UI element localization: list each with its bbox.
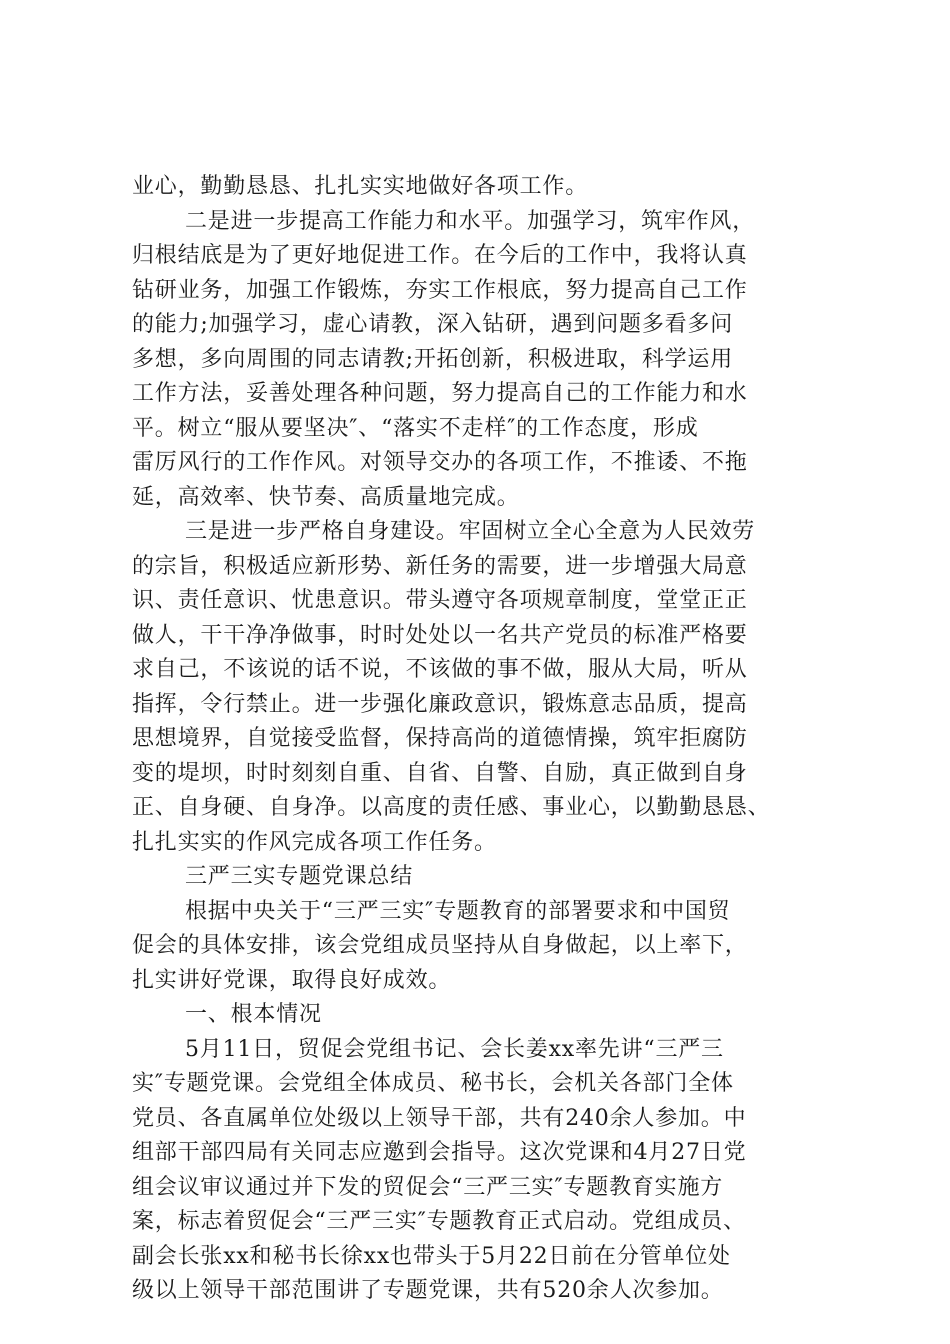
document-body (132, 170, 820, 1309)
text-line: 的宗旨，积极适应新形势、新任务的需要，进一步增强大局意 (132, 553, 748, 579)
text-line: 组部干部四局有关同志应邀到会指导。这次党课和4月27日党 (132, 1140, 747, 1165)
paragraph-start-line: 二是进一步提高工作能力和水平。加强学习，筑牢作风， (185, 208, 756, 234)
text-line: 的能力;加强学习，虚心请教，深入钻研，遇到问题多看多问 (132, 312, 734, 337)
text-line: 扎扎实实的作风完成各项工作任务。 (132, 829, 497, 855)
text-line: 做人，干干净净做事，时时处处以一名共产党员的标准严格要 (132, 622, 748, 648)
text-line: 工作方法，妥善处理各种问题，努力提高自己的工作能力和水 (132, 381, 748, 406)
text-line: 识、责任意识、忧患意识。带头遵守各项规章制度，堂堂正正 (132, 588, 748, 613)
text-line: 案，标志着贸促会“三严三实″专题教育正式启动。党组成员、 (132, 1209, 746, 1234)
text-line: 钻研业务，加强工作锻炼，夯实工作根底，努力提高自己工作 (132, 277, 748, 303)
text-line: 扎实讲好党课，取得良好成效。 (132, 967, 452, 993)
text-line: 延，高效率、快节奏、高质量地完成。 (132, 484, 520, 510)
paragraph-start-line: 根据中央关于“三严三实″专题教育的部署要求和中国贸 (185, 898, 731, 924)
text-line: 平。树立“服从要坚决″、“落实不走样″的工作态度，形成 (132, 415, 699, 441)
text-line: 副会长张xx和秘书长徐xx也带头于5月22日前在分管单位处 (132, 1243, 731, 1269)
text-line: 变的堤坝，时时刻刻自重、自省、自警、自励，真正做到自身 (132, 760, 748, 786)
text-line: 级以上领导干部范围讲了专题党课，共有520余人次参加。 (132, 1278, 724, 1303)
text-line: 业心，勤勤恳恳、扎扎实实地做好各项工作。 (132, 174, 589, 199)
text-line: 多想，多向周围的同志请教;开拓创新，积极进取，科学运用 (132, 346, 734, 372)
text-line: 组会议审议通过并下发的贸促会“三严三实″专题教育实施方 (132, 1174, 724, 1200)
text-line: 雷厉风行的工作作风。对领导交办的各项工作，不推诿、不拖 (132, 450, 748, 475)
paragraph-start-line: 一、根本情况 (185, 1002, 322, 1027)
paragraph-start-line: 三严三实专题党课总结 (185, 864, 414, 889)
paragraph-start-line: 三是进一步严格自身建设。牢固树立全心全意为人民效劳 (185, 519, 756, 544)
text-line: 求自己，不该说的话不说，不该做的事不做，服从大局，听从 (132, 657, 748, 682)
text-line: 思想境界，自觉接受监督，保持高尚的道德情操，筑牢拒腐防 (132, 726, 748, 751)
text-line: 归根结底是为了更好地促进工作。在今后的工作中，我将认真 (132, 243, 748, 268)
text-line: 实″专题党课。会党组全体成员、秘书长，会机关各部门全体 (132, 1071, 734, 1096)
text-line: 指挥，令行禁止。进一步强化廉政意识，锻炼意志品质，提高 (132, 691, 748, 717)
text-line: 正、自身硬、自身净。以高度的责任感、事业心，以勤勤恳恳、 (132, 795, 771, 820)
text-line: 促会的具体安排，该会党组成员坚持从自身做起，以上率下， (132, 933, 748, 958)
text-line: 党员、各直属单位处级以上领导干部，共有240余人参加。中 (132, 1105, 747, 1131)
paragraph-start-line: 5月11日，贸促会党组书记、会长姜xx率先讲“三严三 (185, 1036, 724, 1062)
